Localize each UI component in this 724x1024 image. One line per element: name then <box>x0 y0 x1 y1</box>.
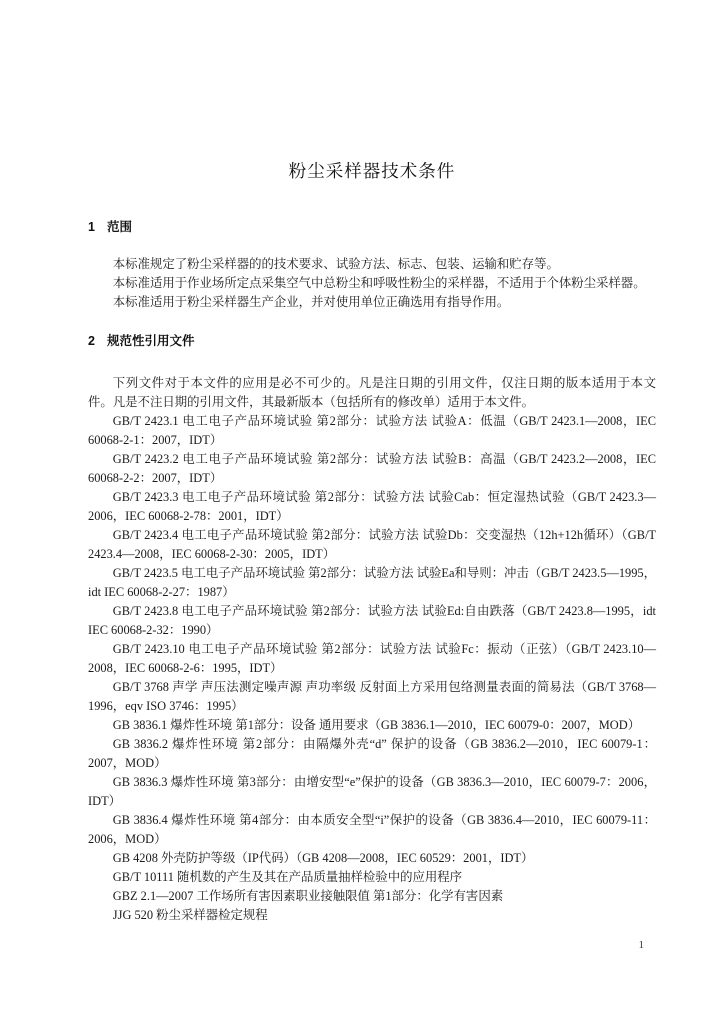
reference-item: GB/T 2423.3 电工电子产品环境试验 第2部分：试验方法 试验Cab：恒定湿热试验（GB/T 2423.3—2006，IEC 60068-2-78：2001，IDT） <box>88 489 656 523</box>
section-normative-references <box>88 332 656 925</box>
section-heading <box>88 218 656 237</box>
reference-item: JJG 520 粉尘采样器检定规程 <box>112 907 268 922</box>
intro-paragraph: 下列文件对于本文件的应用是必不可少的。凡是注日期的引用文件，仅注日期的版本适用于本文件。凡是不注日期的引用文件，其最新版本（包括所有的修改单）适用于本文件。 <box>88 375 656 409</box>
paragraph: 本标准规定了粉尘采样器的的技术要求、试验方法、标志、包装、运输和贮存等。 <box>112 257 559 271</box>
section-heading <box>88 332 656 351</box>
reference-item: GB 3836.1 爆炸性环境 第1部分：设备 通用要求（GB 3836.1—2010，IEC 60079-0：2007，MOD） <box>112 717 641 732</box>
reference-item: GB/T 2423.2 电工电子产品环境试验 第2部分：试验方法 试验B：高温（GB/T 2423.2—2008，IEC 60068-2-2：2007，IDT） <box>88 451 656 485</box>
section-body <box>88 374 656 925</box>
paragraph: 本标准适用于粉尘采样器生产企业，并对使用单位正确选用有指导作用。 <box>112 295 510 309</box>
reference-item: GB 3836.2 爆炸性环境 第2部分：由隔爆外壳“d” 保护的设备（GB 3836.2—2010，IEC 60079-1：2007，MOD） <box>88 736 656 770</box>
reference-item: GB/T 2423.5 电工电子产品环境试验 第2部分：试验方法 试验Ea和导则：冲击（GB/T 2423.5—1995，idt IEC 60068-2-27：1987） <box>88 565 656 599</box>
reference-item: GBZ 2.1—2007 工作场所有害因素职业接触限值 第1部分：化学有害因素 <box>112 888 504 903</box>
section-number: 1 <box>88 220 95 234</box>
paragraph: 本标准适用于作业场所定点采集空气中总粉尘和呼吸性粉尘的采样器，不适用于个体粉尘采样器。 <box>112 276 646 290</box>
reference-item: GB 4208 外壳防护等级（IP代码）（GB 4208—2008，IEC 60529：2001，IDT） <box>112 850 534 865</box>
reference-item: GB/T 3768 声学 声压法测定噪声源 声功率级 反射面上方采用包络测量表面的简易法（GB/T 3768—1996，eqv ISO 3746：1995） <box>88 679 656 713</box>
section-number: 2 <box>88 333 95 348</box>
section-title: 规范性引用文件 <box>107 333 195 348</box>
reference-item: GB/T 2423.4 电工电子产品环境试验 第2部分：试验方法 试验Db：交变湿热（12h+12h循环）（GB/T 2423.4—2008，IEC 60068-2-30：2005，IDT） <box>88 527 656 561</box>
section-scope <box>88 218 656 312</box>
reference-item: GB/T 2423.10 电工电子产品环境试验 第2部分：试验方法 试验Fc：振动（正弦）（GB/T 2423.10—2008，IEC 60068-2-6：1995，IDT） <box>88 641 656 675</box>
reference-item: GB/T 2423.8 电工电子产品环境试验 第2部分：试验方法 试验Ed:自由跌落（GB/T 2423.8—1995，idt IEC 60068-2-32：1990） <box>88 603 656 637</box>
page-number: 1 <box>638 939 644 951</box>
section-body <box>88 255 656 312</box>
reference-item: GB/T 2423.1 电工电子产品环境试验 第2部分：试验方法 试验A：低温（GB/T 2423.1—2008，IEC 60068-2-1：2007，IDT） <box>88 413 656 447</box>
document-title: 粉尘采样器技术条件 <box>288 161 456 181</box>
reference-item: GB 3836.3 爆炸性环境 第3部分：由增安型“e”保护的设备（GB 3836.3—2010，IEC 60079-7：2006，IDT） <box>88 774 656 808</box>
reference-item: GB 3836.4 爆炸性环境 第4部分：由本质安全型“i”保护的设备（GB 3836.4—2010，IEC 60079-11：2006，MOD） <box>88 812 656 846</box>
section-title: 范围 <box>107 220 133 234</box>
reference-item: GB/T 10111 随机数的产生及其在产品质量抽样检验中的应用程序 <box>112 869 463 884</box>
